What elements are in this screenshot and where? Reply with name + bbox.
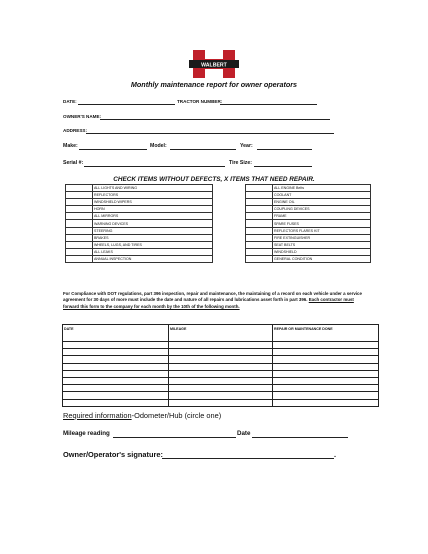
checklist-row (66, 185, 371, 192)
owners-name-field[interactable] (100, 119, 330, 120)
log-cell-date[interactable] (63, 356, 169, 363)
checklist-row (66, 213, 371, 220)
log-cell-repair[interactable] (273, 349, 379, 356)
log-cell-mileage[interactable] (169, 377, 273, 384)
log-header-mileage: MILEAGE (169, 325, 273, 342)
check-item: SPARE FUSES (273, 220, 371, 227)
date-field[interactable] (78, 104, 175, 105)
log-cell-mileage[interactable] (169, 349, 273, 356)
compliance-text: For Compliance with DOT regulations, part 396 inspection, repair and maintenance, the maintaining of a record on each vehicle under a service agreement for 30 days of more must include the date and nature of all repairs and lubrications asset forth in part 396. (63, 291, 362, 303)
log-row (63, 363, 379, 370)
check-item: ALL ENGINE Belts (273, 185, 371, 192)
check-item: STEERING (93, 227, 213, 234)
log-row (63, 385, 379, 392)
log-cell-date[interactable] (63, 342, 169, 349)
check-item: WINDSHIELD (273, 248, 371, 255)
log-row (63, 356, 379, 363)
check-item: HORN (93, 206, 213, 213)
address-field[interactable] (86, 133, 334, 134)
checklist-row (66, 220, 371, 227)
log-cell-mileage[interactable] (169, 392, 273, 399)
mileage-reading-field[interactable] (113, 437, 236, 438)
check-item: FRAME (273, 213, 371, 220)
logo-text: WALBERT (201, 62, 227, 69)
model-field[interactable] (170, 149, 236, 150)
checklist-row (66, 227, 371, 234)
check-item: REFLECTORS FLARES KIT (273, 227, 371, 234)
check-item: ANNUAL INSPECTION (93, 255, 213, 262)
check-box[interactable] (66, 241, 93, 248)
checklist-row (66, 255, 371, 262)
tire-size-field[interactable] (254, 166, 312, 167)
log-row (63, 370, 379, 377)
check-item: BRAKES (93, 234, 213, 241)
inspection-checklist (65, 184, 371, 263)
log-header-date: DATE (63, 325, 169, 342)
signature-label: Owner/Operator's signature: (63, 450, 163, 459)
check-item: COUPLING DEVICES (273, 206, 371, 213)
log-cell-repair[interactable] (273, 392, 379, 399)
log-cell-date[interactable] (63, 377, 169, 384)
year-field[interactable] (257, 149, 312, 150)
check-box[interactable] (66, 199, 93, 206)
check-box[interactable] (66, 255, 93, 262)
log-row (63, 377, 379, 384)
signature-period: . (334, 450, 337, 459)
check-box[interactable] (66, 248, 93, 255)
checklist-row (66, 241, 371, 248)
log-cell-repair[interactable] (273, 370, 379, 377)
serial-field[interactable] (84, 166, 225, 167)
tire-size-label: Tire Size: (229, 160, 252, 166)
log-row (63, 349, 379, 356)
log-header-row (63, 325, 379, 342)
check-item: GENERAL CONDITION (273, 255, 371, 262)
log-cell-repair[interactable] (273, 356, 379, 363)
check-box[interactable] (246, 206, 273, 213)
check-box[interactable] (246, 220, 273, 227)
check-box[interactable] (66, 185, 93, 192)
log-cell-repair[interactable] (273, 377, 379, 384)
check-box[interactable] (246, 227, 273, 234)
check-section-title: CHECK ITEMS WITHOUT DEFECTS, X ITEMS THAT NEED REPAIR. (113, 176, 315, 183)
check-item: SEAT BELTS (273, 241, 371, 248)
log-row (63, 342, 379, 349)
check-box[interactable] (66, 234, 93, 241)
check-item: ALL LIGHTS AND WIRING (93, 185, 213, 192)
log-row (63, 399, 379, 406)
log-cell-mileage[interactable] (169, 399, 273, 406)
check-box[interactable] (246, 192, 273, 199)
check-item: FIRE EXTINGUISHER (273, 234, 371, 241)
maintenance-log-table (62, 324, 379, 407)
log-cell-date[interactable] (63, 392, 169, 399)
mileage-reading-label: Mileage reading (63, 430, 110, 437)
check-box[interactable] (246, 234, 273, 241)
make-label: Make: (63, 143, 78, 149)
mileage-date-label: Date (237, 430, 251, 437)
check-item: REFLECTORS (93, 192, 213, 199)
log-row (63, 392, 379, 399)
check-box[interactable] (246, 255, 273, 262)
log-cell-date[interactable] (63, 385, 169, 392)
log-cell-date[interactable] (63, 399, 169, 406)
tractor-number-label: TRACTOR NUMBER: (177, 99, 223, 104)
checklist-row (66, 234, 371, 241)
check-item: WHEELS, LUGS, AND TIRES (93, 241, 213, 248)
compliance-deadline: Each contractor must forward this form to the company for each month by the 10th of the following month. (63, 297, 354, 309)
make-field[interactable] (79, 149, 147, 150)
log-cell-date[interactable] (63, 349, 169, 356)
checklist-row (66, 192, 371, 199)
required-info (63, 411, 221, 420)
log-cell-repair[interactable] (273, 342, 379, 349)
check-box[interactable] (246, 248, 273, 255)
tractor-number-field[interactable] (220, 104, 317, 105)
year-label: Year: (240, 143, 253, 149)
check-box[interactable] (246, 199, 273, 206)
mileage-date-field[interactable] (252, 437, 348, 438)
checklist-row (66, 199, 371, 206)
check-item: WINDSHIELD WIPERS (93, 199, 213, 206)
required-info-detail: -Odometer/Hub (circle one) (131, 411, 222, 420)
check-box[interactable] (66, 192, 93, 199)
required-info-label: Required information (63, 411, 132, 420)
check-box[interactable] (66, 227, 93, 234)
check-item: WARNING DEVICES (93, 220, 213, 227)
model-label: Model: (150, 143, 167, 149)
serial-label: Serial #: (63, 160, 84, 166)
check-item: COOLANT (273, 192, 371, 199)
address-label: ADDRESS: (63, 128, 87, 133)
log-cell-repair[interactable] (273, 385, 379, 392)
check-item: ALL LEAKS (93, 248, 213, 255)
log-cell-repair[interactable] (273, 363, 379, 370)
check-box[interactable] (66, 206, 93, 213)
log-cell-mileage[interactable] (169, 356, 273, 363)
checklist-row (66, 248, 371, 255)
date-label: DATE: (63, 99, 77, 104)
log-cell-date[interactable] (63, 363, 169, 370)
log-cell-mileage[interactable] (169, 385, 273, 392)
log-cell-date[interactable] (63, 370, 169, 377)
log-cell-repair[interactable] (273, 399, 379, 406)
check-item: ENGINE OIL (273, 199, 371, 206)
check-box[interactable] (66, 220, 93, 227)
log-cell-mileage[interactable] (169, 342, 273, 349)
log-header-repair: REPAIR OR MAINTENANCE DONE (273, 325, 379, 342)
check-item: ALL MIRRORS (93, 213, 213, 220)
checklist-row (66, 206, 371, 213)
form-title: Monthly maintenance report for owner operators (130, 80, 298, 89)
check-box[interactable] (246, 241, 273, 248)
log-cell-mileage[interactable] (169, 370, 273, 377)
compliance-note (63, 291, 368, 310)
walbert-logo (189, 48, 239, 80)
owners-name-label: OWNER'S NAME: (63, 114, 102, 119)
check-box[interactable] (246, 213, 273, 220)
signature-field[interactable] (162, 458, 334, 459)
check-box[interactable] (246, 185, 273, 192)
check-box[interactable] (66, 213, 93, 220)
log-cell-mileage[interactable] (169, 363, 273, 370)
